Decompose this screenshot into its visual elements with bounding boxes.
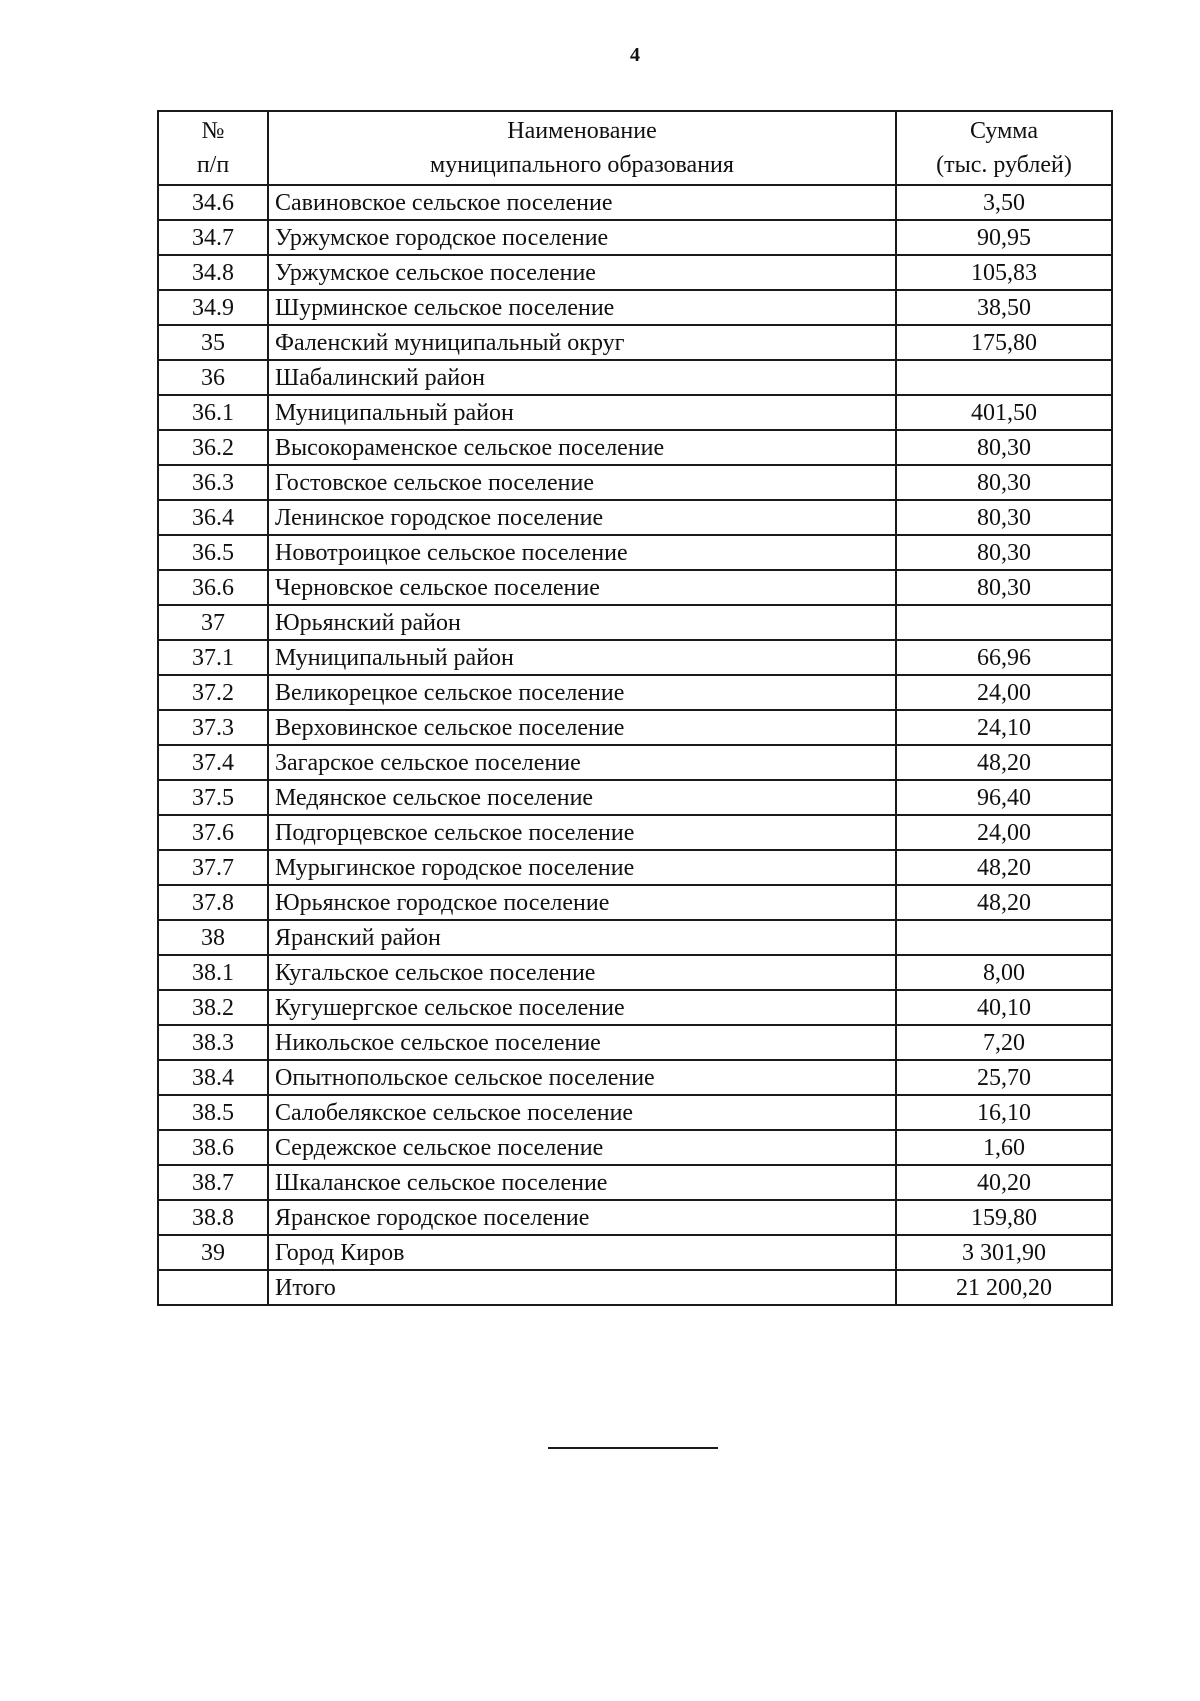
cell-sum: 7,20 (896, 1025, 1112, 1060)
header-name-line-2: муниципального образования (430, 152, 734, 178)
cell-sum: 80,30 (896, 465, 1112, 500)
cell-sum (896, 360, 1112, 395)
header-name (268, 111, 896, 185)
cell-sum: 80,30 (896, 500, 1112, 535)
table-row (158, 885, 1112, 920)
cell-sum: 3 301,90 (896, 1235, 1112, 1270)
cell-sum (896, 920, 1112, 955)
table-row (158, 745, 1112, 780)
cell-name: Новотроицкое сельское поселение (268, 535, 896, 570)
table-row (158, 220, 1112, 255)
cell-num: 38 (158, 920, 268, 955)
cell-name: Савиновское сельское поселение (268, 185, 896, 220)
table-header (158, 111, 1112, 185)
table-row (158, 1270, 1112, 1305)
cell-num: 34.7 (158, 220, 268, 255)
cell-sum: 25,70 (896, 1060, 1112, 1095)
table-row (158, 710, 1112, 745)
table-row (158, 1025, 1112, 1060)
header-num (158, 111, 268, 185)
cell-num: 35 (158, 325, 268, 360)
header-name-line-1: Наименование (507, 118, 657, 144)
cell-sum: 40,20 (896, 1165, 1112, 1200)
cell-sum: 21 200,20 (896, 1270, 1112, 1305)
cell-sum: 1,60 (896, 1130, 1112, 1165)
table-row (158, 1200, 1112, 1235)
cell-name: Великорецкое сельское поселение (268, 675, 896, 710)
cell-sum: 80,30 (896, 430, 1112, 465)
cell-sum: 96,40 (896, 780, 1112, 815)
table-row (158, 185, 1112, 220)
cell-num: 36.1 (158, 395, 268, 430)
cell-name: Яранское городское поселение (268, 1200, 896, 1235)
cell-num: 39 (158, 1235, 268, 1270)
cell-name: Юрьянский район (268, 605, 896, 640)
cell-num: 37.4 (158, 745, 268, 780)
cell-name: Муниципальный район (268, 640, 896, 675)
cell-num: 38.6 (158, 1130, 268, 1165)
cell-name: Опытнопольское сельское поселение (268, 1060, 896, 1095)
cell-name: Черновское сельское поселение (268, 570, 896, 605)
cell-name: Ленинское городское поселение (268, 500, 896, 535)
cell-name: Никольское сельское поселение (268, 1025, 896, 1060)
cell-sum: 105,83 (896, 255, 1112, 290)
cell-num: 37 (158, 605, 268, 640)
cell-num: 37.5 (158, 780, 268, 815)
cell-sum: 38,50 (896, 290, 1112, 325)
table-row (158, 1095, 1112, 1130)
cell-sum: 66,96 (896, 640, 1112, 675)
table-row (158, 290, 1112, 325)
cell-num: 36.6 (158, 570, 268, 605)
cell-sum: 90,95 (896, 220, 1112, 255)
end-rule (548, 1447, 718, 1449)
cell-sum: 159,80 (896, 1200, 1112, 1235)
table-row (158, 640, 1112, 675)
cell-sum: 80,30 (896, 570, 1112, 605)
cell-num: 36.4 (158, 500, 268, 535)
cell-sum: 24,00 (896, 675, 1112, 710)
cell-num: 38.1 (158, 955, 268, 990)
cell-name: Шкаланское сельское поселение (268, 1165, 896, 1200)
cell-name: Кугушергское сельское поселение (268, 990, 896, 1025)
cell-num: 38.7 (158, 1165, 268, 1200)
cell-name: Муниципальный район (268, 395, 896, 430)
cell-sum: 401,50 (896, 395, 1112, 430)
header-sum (896, 111, 1112, 185)
table-row (158, 570, 1112, 605)
table-row (158, 815, 1112, 850)
cell-num: 38.8 (158, 1200, 268, 1235)
cell-num: 38.2 (158, 990, 268, 1025)
cell-name: Город Киров (268, 1235, 896, 1270)
table-row (158, 500, 1112, 535)
cell-name: Шабалинский район (268, 360, 896, 395)
table-row (158, 990, 1112, 1025)
cell-num: 36 (158, 360, 268, 395)
cell-sum: 80,30 (896, 535, 1112, 570)
cell-num: 36.3 (158, 465, 268, 500)
header-sum-line-1: Сумма (970, 118, 1038, 144)
cell-num: 37.3 (158, 710, 268, 745)
cell-num: 37.7 (158, 850, 268, 885)
table-row (158, 430, 1112, 465)
header-num-line-1: № (201, 118, 225, 144)
cell-sum: 48,20 (896, 850, 1112, 885)
cell-name: Подгорцевское сельское поселение (268, 815, 896, 850)
cell-name: Уржумское сельское поселение (268, 255, 896, 290)
table-row (158, 1060, 1112, 1095)
allocation-table (157, 110, 1113, 1306)
table-row (158, 255, 1112, 290)
page-number: 4 (630, 44, 640, 66)
cell-name: Шурминское сельское поселение (268, 290, 896, 325)
table-row (158, 675, 1112, 710)
cell-num: 34.6 (158, 185, 268, 220)
cell-sum: 48,20 (896, 885, 1112, 920)
cell-name: Кугальское сельское поселение (268, 955, 896, 990)
cell-name: Уржумское городское поселение (268, 220, 896, 255)
cell-num: 36.2 (158, 430, 268, 465)
cell-sum (896, 605, 1112, 640)
cell-sum: 24,10 (896, 710, 1112, 745)
table-row (158, 535, 1112, 570)
cell-num: 37.6 (158, 815, 268, 850)
cell-name: Верховинское сельское поселение (268, 710, 896, 745)
cell-num: 34.9 (158, 290, 268, 325)
table-row (158, 1235, 1112, 1270)
cell-sum: 40,10 (896, 990, 1112, 1025)
cell-sum: 24,00 (896, 815, 1112, 850)
cell-name: Гостовское сельское поселение (268, 465, 896, 500)
table-row (158, 955, 1112, 990)
cell-name: Итого (268, 1270, 896, 1305)
cell-num: 38.4 (158, 1060, 268, 1095)
cell-num: 34.8 (158, 255, 268, 290)
table-row (158, 360, 1112, 395)
cell-sum: 16,10 (896, 1095, 1112, 1130)
cell-name: Сердежское сельское поселение (268, 1130, 896, 1165)
cell-num: 38.3 (158, 1025, 268, 1060)
cell-name: Яранский район (268, 920, 896, 955)
cell-num: 38.5 (158, 1095, 268, 1130)
table-row (158, 325, 1112, 360)
cell-name: Загарское сельское поселение (268, 745, 896, 780)
table-row (158, 780, 1112, 815)
cell-name: Высокораменское сельское поселение (268, 430, 896, 465)
table-row (158, 1165, 1112, 1200)
cell-num (158, 1270, 268, 1305)
header-sum-line-2: (тыс. рублей) (936, 152, 1072, 178)
header-row (158, 111, 1112, 185)
table-row (158, 605, 1112, 640)
table-row (158, 395, 1112, 430)
cell-name: Фаленский муниципальный округ (268, 325, 896, 360)
cell-name: Салобелякское сельское поселение (268, 1095, 896, 1130)
table-row (158, 465, 1112, 500)
table-row (158, 920, 1112, 955)
table-row (158, 1130, 1112, 1165)
cell-sum: 8,00 (896, 955, 1112, 990)
cell-num: 37.8 (158, 885, 268, 920)
table-body (158, 185, 1112, 1305)
cell-sum: 48,20 (896, 745, 1112, 780)
cell-num: 37.1 (158, 640, 268, 675)
cell-sum: 175,80 (896, 325, 1112, 360)
cell-num: 37.2 (158, 675, 268, 710)
header-num-line-2: п/п (196, 152, 230, 178)
cell-name: Медянское сельское поселение (268, 780, 896, 815)
table-row (158, 850, 1112, 885)
cell-num: 36.5 (158, 535, 268, 570)
cell-sum: 3,50 (896, 185, 1112, 220)
cell-name: Мурыгинское городское поселение (268, 850, 896, 885)
cell-name: Юрьянское городское поселение (268, 885, 896, 920)
